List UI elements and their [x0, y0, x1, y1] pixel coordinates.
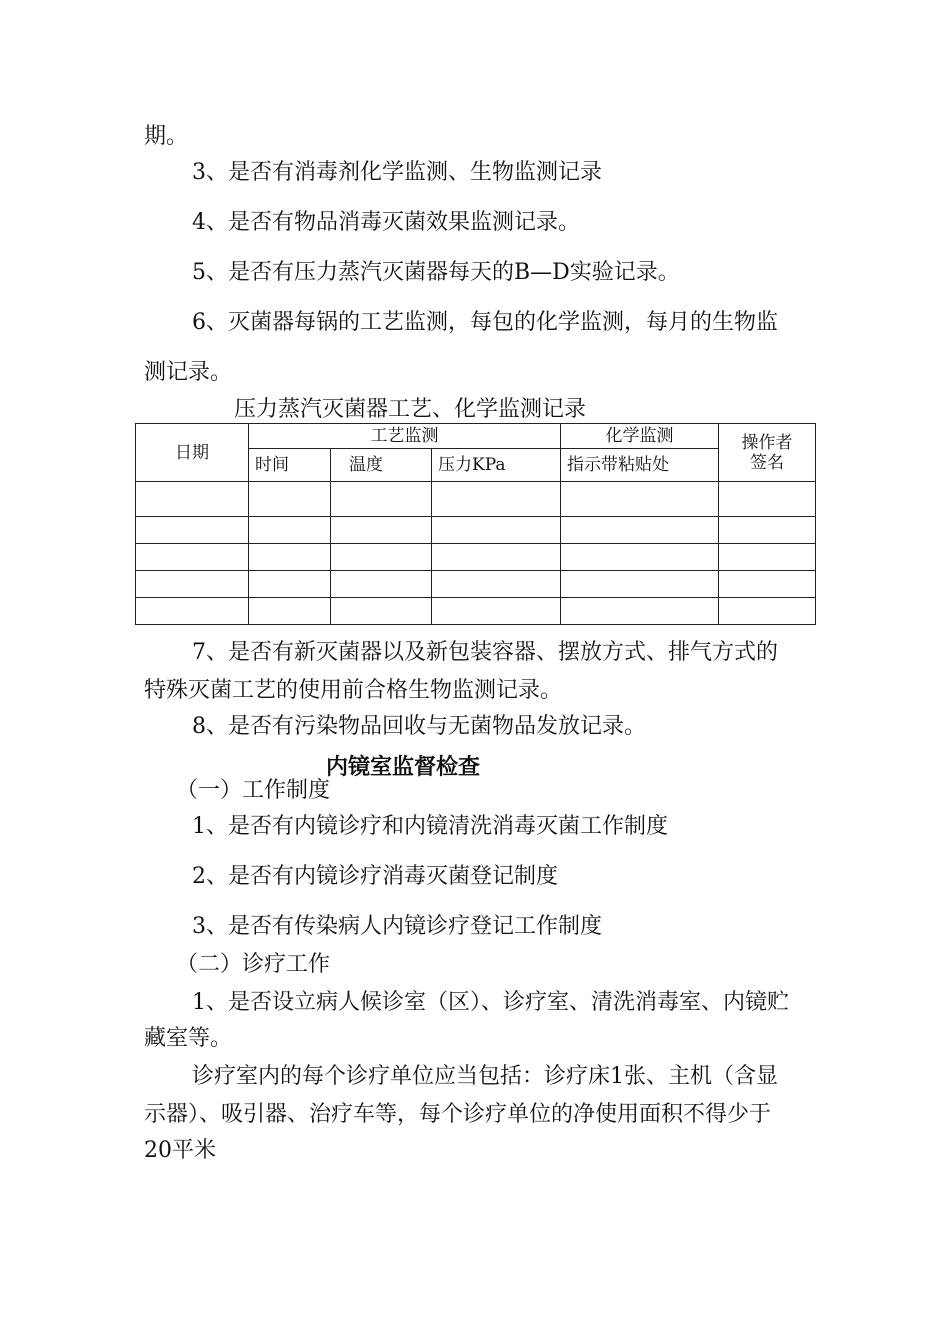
paragraph-line: 1、是否有内镜诊疗和内镜清洗消毒灭菌工作制度: [192, 814, 668, 839]
table-cell[interactable]: [331, 598, 432, 625]
paragraph-line: 20平米: [144, 1138, 216, 1163]
table-cell[interactable]: [561, 571, 719, 598]
header-pressure: 压力KPa: [432, 449, 561, 482]
paragraph-line: 期。: [144, 124, 189, 149]
header-chemical-monitoring: 化学监测: [561, 424, 719, 449]
table-cell[interactable]: [136, 598, 249, 625]
paragraph-line: 4、是否有物品消毒灭菌效果监测记录。: [192, 210, 580, 235]
header-operator-line1: 操作者: [741, 432, 793, 453]
table-cell[interactable]: [719, 517, 816, 544]
table-cell[interactable]: [136, 482, 249, 517]
paragraph-line: 2、是否有内镜诊疗消毒灭菌登记制度: [192, 864, 558, 889]
paragraph-line: 示器）、吸引器、治疗车等，每个诊疗单位的净使用面积不得少于: [144, 1102, 772, 1127]
table-row: [136, 544, 816, 571]
table-row: [136, 517, 816, 544]
table-cell[interactable]: [249, 571, 331, 598]
table-cell[interactable]: [432, 482, 561, 517]
table-cell[interactable]: [249, 598, 331, 625]
subsection-heading: （一）工作制度: [176, 778, 331, 803]
paragraph-line: 1、是否设立病人候诊室（区）、诊疗室、清洗消毒室、内镜贮: [192, 990, 789, 1015]
header-indicator: 指示带粘贴处: [561, 449, 719, 482]
table-cell[interactable]: [561, 482, 719, 517]
table-cell[interactable]: [561, 517, 719, 544]
table-cell[interactable]: [432, 544, 561, 571]
table-row: [136, 571, 816, 598]
table-cell[interactable]: [331, 517, 432, 544]
table-cell[interactable]: [561, 598, 719, 625]
table-cell[interactable]: [331, 571, 432, 598]
header-date: 日期: [136, 424, 249, 482]
table-cell[interactable]: [719, 598, 816, 625]
header-process-monitoring: 工艺监测: [249, 424, 561, 449]
table-caption: 压力蒸汽灭菌器工艺、化学监测记录: [234, 397, 587, 422]
paragraph-line: 5、是否有压力蒸汽灭菌器每天的B—D实验记录。: [192, 260, 680, 285]
paragraph-line: 3、是否有消毒剂化学监测、生物监测记录: [192, 160, 602, 185]
table-cell[interactable]: [719, 544, 816, 571]
paragraph-line: 3、是否有传染病人内镜诊疗登记工作制度: [192, 914, 602, 939]
table-cell[interactable]: [331, 544, 432, 571]
table-cell[interactable]: [719, 571, 816, 598]
subsection-heading: （二）诊疗工作: [176, 952, 331, 977]
table-cell[interactable]: [432, 517, 561, 544]
section-title: 内镜室监督检查: [326, 754, 481, 780]
paragraph-line: 测记录。: [144, 360, 233, 385]
header-time: 时间: [249, 449, 331, 482]
paragraph-line: 特殊灭菌工艺的使用前合格生物监测记录。: [144, 678, 563, 703]
paragraph-line: 6、灭菌器每锅的工艺监测，每包的化学监测，每月的生物监: [192, 310, 778, 335]
table-row: [136, 482, 816, 517]
table-cell[interactable]: [561, 544, 719, 571]
paragraph-line: 诊疗室内的每个诊疗单位应当包括：诊疗床1张、主机（含显: [192, 1064, 778, 1089]
header-operator-line2: 签名: [750, 452, 784, 473]
table-cell[interactable]: [249, 544, 331, 571]
header-temperature: 温度: [331, 449, 432, 482]
header-operator: [719, 424, 816, 482]
table-row: [136, 598, 816, 625]
table-cell[interactable]: [331, 482, 432, 517]
table-cell[interactable]: [432, 571, 561, 598]
table-cell[interactable]: [136, 571, 249, 598]
sterilizer-monitoring-table: [135, 423, 816, 625]
table-cell[interactable]: [432, 598, 561, 625]
table-cell[interactable]: [249, 482, 331, 517]
paragraph-line: 藏室等。: [144, 1026, 233, 1051]
table-cell[interactable]: [249, 517, 331, 544]
table-cell[interactable]: [136, 544, 249, 571]
table-cell[interactable]: [136, 517, 249, 544]
paragraph-line: 8、是否有污染物品回收与无菌物品发放记录。: [192, 714, 646, 739]
paragraph-line: 7、是否有新灭菌器以及新包装容器、摆放方式、排气方式的: [192, 640, 778, 665]
table-cell[interactable]: [719, 482, 816, 517]
